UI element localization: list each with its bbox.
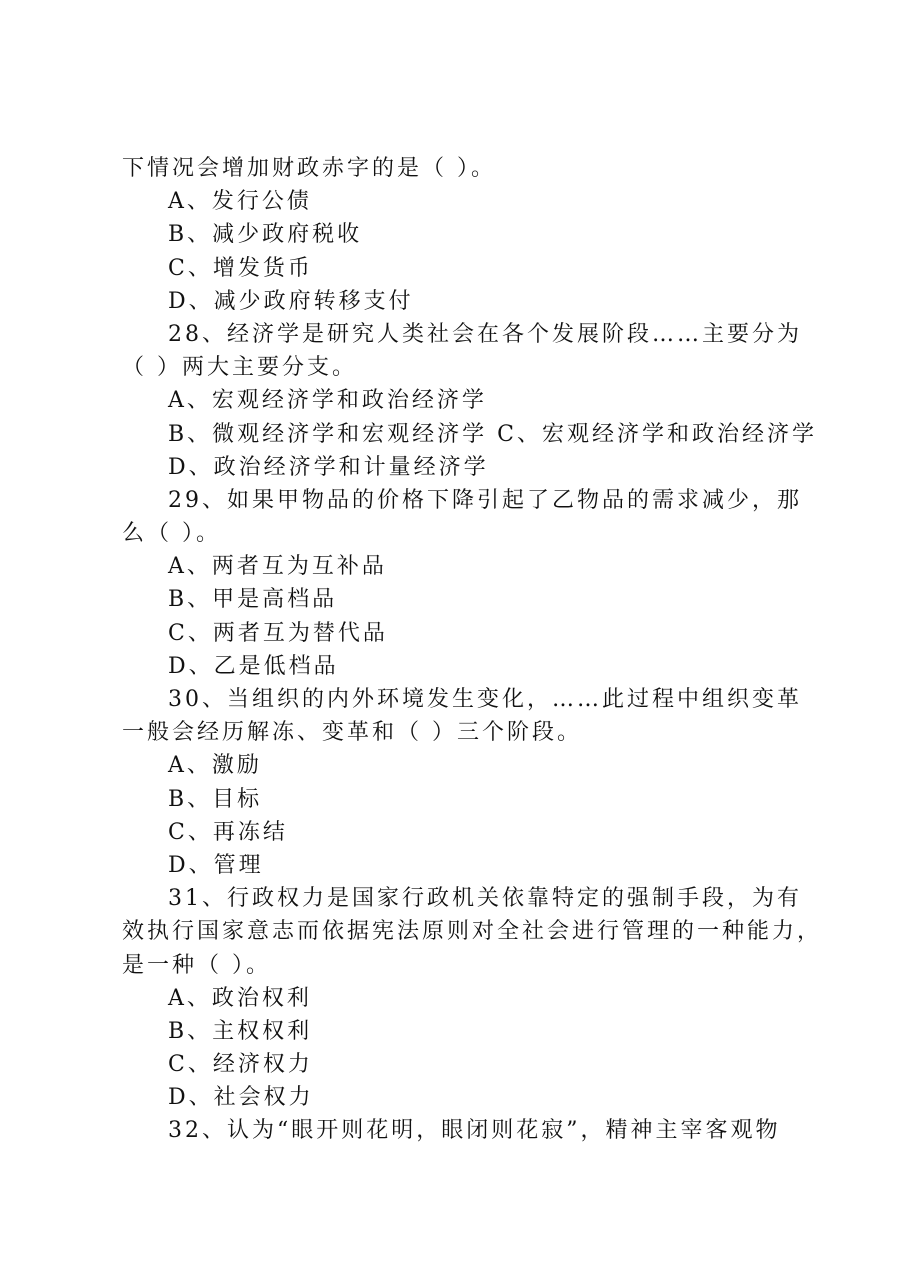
option-line: C、再冻结: [168, 819, 288, 845]
option-line: B、主权权利: [168, 1018, 313, 1044]
option-line: D、政治经济学和计量经济学: [168, 454, 489, 480]
option-line: B、目标: [168, 786, 263, 812]
question-28-stem: 28、经济学是研究人类社会在各个发展阶段……主要分为: [168, 321, 802, 347]
question-31-stem: 31、行政权力是国家行政机关依靠特定的强制手段，为有: [168, 886, 802, 912]
option-line: A、激励: [168, 753, 262, 779]
option-line: A、宏观经济学和政治经济学: [168, 388, 487, 414]
option-line: D、管理: [168, 852, 264, 878]
question-27-stem-continuation: 下情况会增加财政赤字的是（ ）。: [122, 156, 496, 181]
option-line: D、社会权力: [168, 1085, 314, 1111]
option-line: B、减少政府税收: [168, 222, 363, 248]
question-29-stem: 29、如果甲物品的价格下降引起了乙物品的需求减少，那: [168, 487, 802, 513]
question-29-stem-continuation: 么（ ）。: [122, 521, 221, 547]
question-31-stem-continuation: 效执行国家意志而依据宪法原则对全社会进行管理的一种能力，: [122, 919, 823, 945]
option-line: B、甲是高档品: [168, 587, 338, 613]
option-line: C、两者互为替代品: [168, 620, 388, 646]
option-line: A、发行公债: [168, 189, 312, 215]
document-body: [122, 152, 823, 1148]
question-30-stem-continuation: 一般会经历解冻、变革和（ ）三个阶段。: [122, 720, 582, 746]
option-line: C、经济权力: [168, 1052, 313, 1078]
option-line: A、两者互为互补品: [168, 554, 387, 580]
question-31-stem-continuation: 是一种（ ）。: [122, 952, 271, 978]
option-line: D、减少政府转移支付: [168, 288, 414, 314]
question-30-stem: 30、当组织的内外环境发生变化，……此过程中组织变革: [168, 687, 802, 712]
option-line: D、乙是低档品: [168, 653, 339, 679]
option-line: A、政治权利: [168, 985, 312, 1011]
question-32-stem: 32、认为“眼开则花明，眼闭则花寂”，精神主宰客观物: [168, 1118, 781, 1144]
question-28-stem-continuation: （ ）两大主要分支。: [122, 355, 357, 381]
option-line: B、微观经济学和宏观经济学 C、宏观经济学和政治经济学: [168, 421, 817, 447]
option-line: C、增发货币: [168, 255, 313, 281]
